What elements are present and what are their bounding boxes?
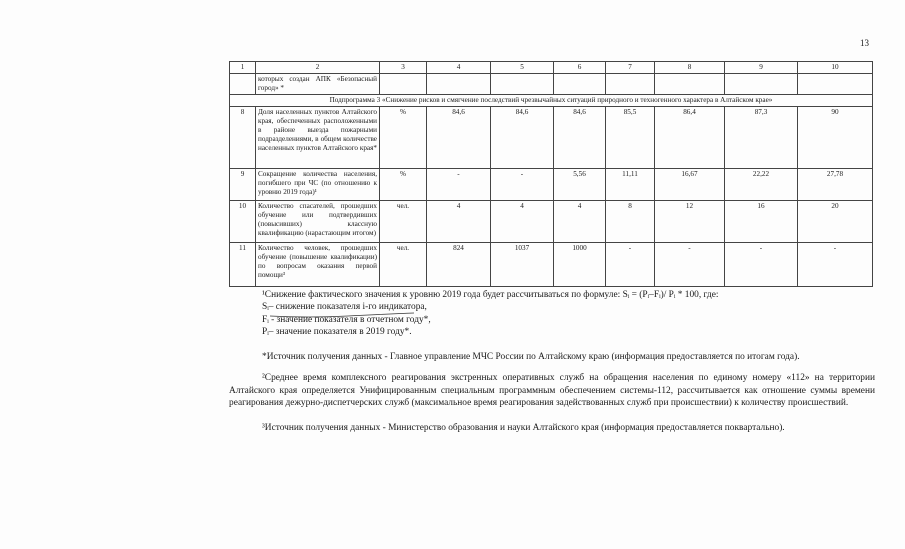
- value-cell: -: [798, 243, 873, 287]
- value-cell: 27,78: [798, 169, 873, 201]
- table-header-row: [230, 62, 873, 74]
- row-number: 10: [230, 201, 256, 243]
- value-cell: 12: [655, 201, 725, 243]
- footnote-1-si: Sᵢ– снижение показателя i-го индикатора,: [262, 302, 427, 313]
- footnote-1-pi: Pᵢ– значение показателя в 2019 году*.: [262, 326, 412, 337]
- footnotes: [229, 289, 875, 435]
- value-cell: 1037: [491, 243, 554, 287]
- value-cell: 8: [606, 201, 655, 243]
- value-cell: 4: [554, 201, 606, 243]
- value-cell: 84,6: [554, 107, 606, 169]
- header-cell: 9: [725, 62, 798, 74]
- row-number: 9: [230, 169, 256, 201]
- header-cell: 1: [230, 62, 256, 74]
- value-cell: 16: [725, 201, 798, 243]
- header-cell: 8: [655, 62, 725, 74]
- value-cell: 16,67: [655, 169, 725, 201]
- table-row: [230, 243, 873, 287]
- value-cell: 87,3: [725, 107, 798, 169]
- value-cell: -: [725, 243, 798, 287]
- row-number: 11: [230, 243, 256, 287]
- unit-cell: чел.: [380, 243, 427, 287]
- value-cell: 824: [427, 243, 491, 287]
- header-cell: 10: [798, 62, 873, 74]
- unit-cell: %: [380, 107, 427, 169]
- value-cell: -: [606, 243, 655, 287]
- indicator-text: Доля населенных пунктов Алтайского края, обеспеченных расположенными в районе выезда пожарными подразделениями, в общем количестве населенных пунктов Алтайского края*: [256, 107, 380, 169]
- table-row: [230, 107, 873, 169]
- value-cell: 84,6: [491, 107, 554, 169]
- value-cell: 11,11: [606, 169, 655, 201]
- row-number: 8: [230, 107, 256, 169]
- header-cell: 5: [491, 62, 554, 74]
- header-cell: 7: [606, 62, 655, 74]
- header-cell: 3: [380, 62, 427, 74]
- value-cell: 1000: [554, 243, 606, 287]
- header-cell: 2: [256, 62, 380, 74]
- value-cell: 20: [798, 201, 873, 243]
- footnote-2: ²Среднее время комплексного реагирования экстренных оперативных служб на обращения населения по единому номеру «112» на территории Алтайского края определяется Унифицированным специальным программным обеспечением системы-112, рассчитывается как отношение суммы времени реагирования дежурно-диспетчерских служб (максимальное время реагирования задействованных служб при происшествии) к количеству происшествий.: [229, 373, 875, 409]
- indicator-text: которых создан АПК «Безопасный город» *: [256, 74, 380, 95]
- indicator-text: Сокращение количества населения, погибшего при ЧС (по отношению к уровню 2019 года)¹: [256, 169, 380, 201]
- footnote-source-mchs: *Источник получения данных - Главное управление МЧС России по Алтайскому краю (информация предоставляется по итогам года).: [262, 352, 800, 363]
- indicator-table: [229, 61, 873, 287]
- unit-cell: чел.: [380, 201, 427, 243]
- value-cell: 22,22: [725, 169, 798, 201]
- value-cell: 90: [798, 107, 873, 169]
- page-number: 13: [860, 38, 869, 48]
- unit-cell: %: [380, 169, 427, 201]
- value-cell: 84,6: [427, 107, 491, 169]
- value-cell: -: [655, 243, 725, 287]
- subprogram-row: [230, 95, 873, 107]
- indicator-text: Количество человек, прошедших обучение (повышение квалификации) по вопросам оказания первой помощи³: [256, 243, 380, 287]
- value-cell: 4: [491, 201, 554, 243]
- footnote-1-fi: Fᵢ - значение показателя в отчетном году*,: [262, 314, 431, 325]
- value-cell: -: [491, 169, 554, 201]
- subprogram-title: Подпрограмма 3 «Снижение рисков и смягчение последствий чрезвычайных ситуаций природного и техногенного характера в Алтайском крае»: [230, 95, 873, 107]
- footnote-3: ³Источник получения данных - Министерство образования и науки Алтайского края (информация предоставляется поквартально).: [262, 423, 785, 434]
- value-cell: 85,5: [606, 107, 655, 169]
- header-cell: 4: [427, 62, 491, 74]
- header-cell: 6: [554, 62, 606, 74]
- table-row: [230, 169, 873, 201]
- table-row-continuation: [230, 74, 873, 95]
- indicator-text: Количество спасателей, прошедших обучение или подтвердивших (повысивших) классную квалификацию (нарастающим итогом): [256, 201, 380, 243]
- value-cell: -: [427, 169, 491, 201]
- table-row: [230, 201, 873, 243]
- value-cell: 5,56: [554, 169, 606, 201]
- value-cell: 4: [427, 201, 491, 243]
- value-cell: 86,4: [655, 107, 725, 169]
- footnote-1-formula: ¹Снижение фактического значения к уровню 2019 года будет рассчитываться по формуле: Sᵢ = (Pᵢ–Fᵢ)/ Pᵢ * 100, где:: [262, 290, 719, 300]
